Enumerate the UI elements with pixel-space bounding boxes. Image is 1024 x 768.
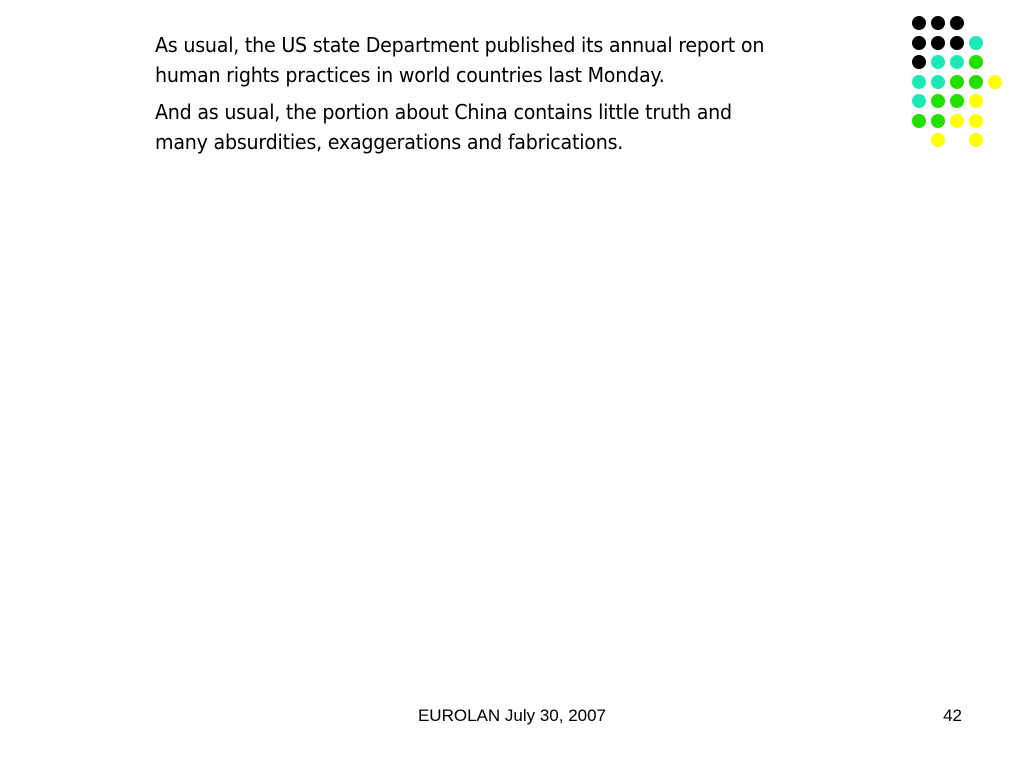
dot-black	[931, 16, 945, 30]
dot-yellow	[931, 133, 945, 147]
dot-green	[931, 94, 945, 108]
dot-green	[969, 75, 983, 89]
dot-teal	[931, 75, 945, 89]
paragraph-2-line-2: many absurdities, exaggerations and fabrications.	[155, 130, 624, 154]
dot-green	[950, 75, 964, 89]
dot-black	[950, 16, 964, 30]
paragraph-1-line-2: human rights practices in world countries last Monday.	[155, 63, 665, 87]
paragraph-2-line-1: And as usual, the portion about China contains little truth and	[155, 100, 732, 124]
dot-yellow	[969, 94, 983, 108]
dot-teal	[931, 55, 945, 69]
dot-black	[912, 55, 926, 69]
dot-yellow	[969, 114, 983, 128]
dot-black	[912, 36, 926, 50]
page-number: 42	[943, 706, 962, 725]
dot-black	[931, 36, 945, 50]
dot-teal	[912, 94, 926, 108]
dot-teal	[950, 55, 964, 69]
dot-teal	[969, 36, 983, 50]
dot-black	[950, 36, 964, 50]
dot-teal	[912, 75, 926, 89]
dot-yellow	[950, 114, 964, 128]
dot-yellow	[988, 75, 1002, 89]
dot-grid-icon	[0, 0, 1024, 200]
dot-green	[912, 114, 926, 128]
footer-text: EUROLAN July 30, 2007	[417, 706, 607, 725]
dot-yellow	[969, 133, 983, 147]
dot-green	[969, 55, 983, 69]
dot-green	[931, 114, 945, 128]
paragraph-1-line-1: As usual, the US state Department published its annual report on	[155, 33, 765, 57]
dot-green	[950, 94, 964, 108]
dot-black	[912, 16, 926, 30]
